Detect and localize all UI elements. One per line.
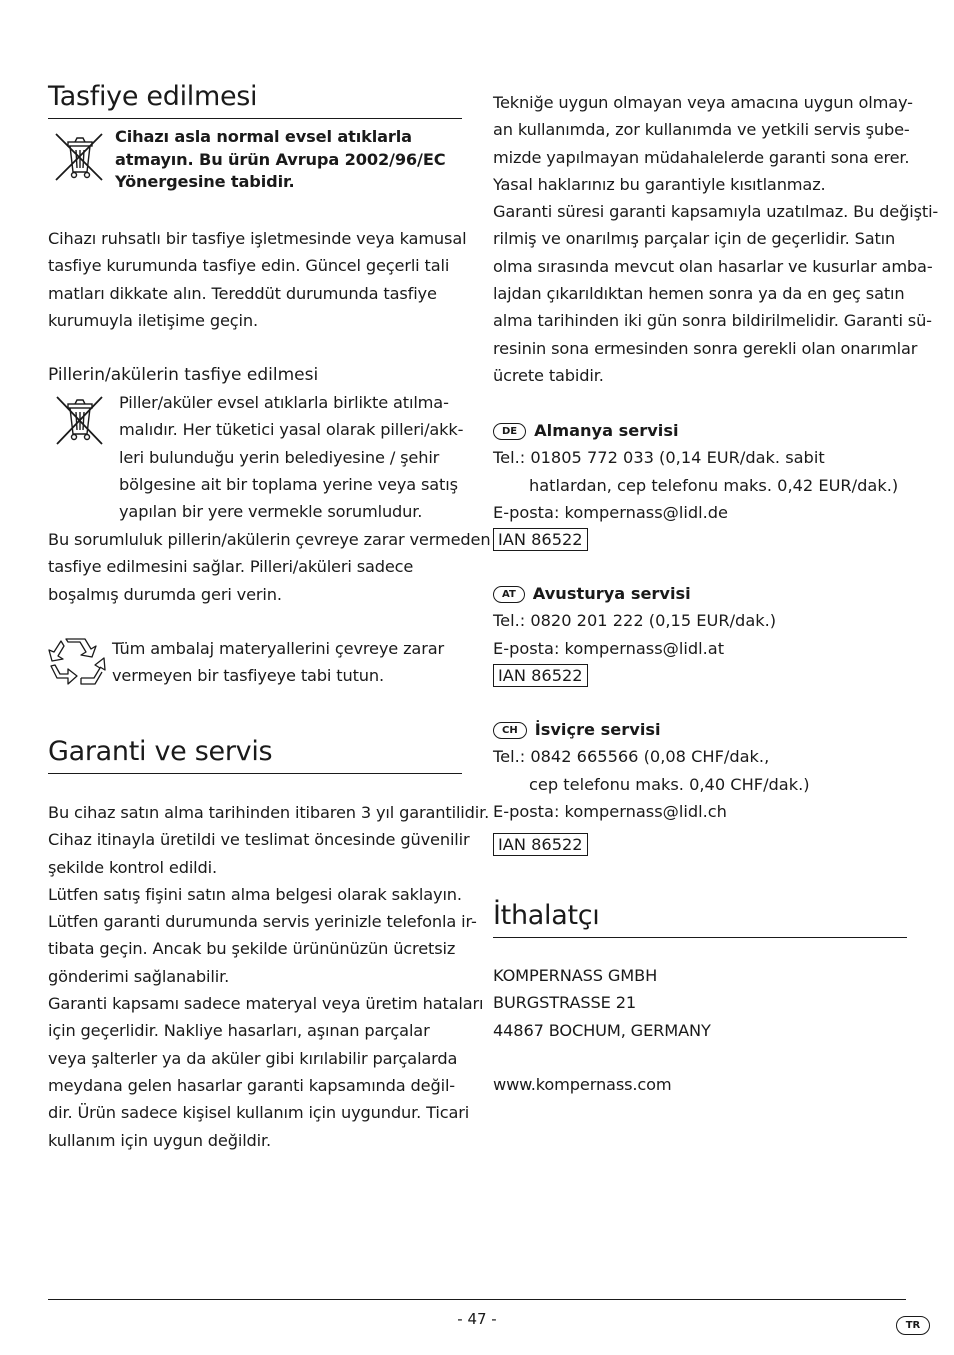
text-line: Cihaz itinayla üretildi ve teslimat öncesinde güvenilir (48, 830, 470, 850)
text-line: Piller/aküler evsel atıklarla birlikte atılma- (119, 393, 449, 412)
text-line: rilmiş ve onarılmış parçalar için de geçerlidir. Satın (493, 229, 896, 249)
text-line: Garanti kapsamı sadece materyal veya üretim hataları (48, 994, 484, 1014)
text-line: ücrete tabidir. (493, 365, 604, 385)
recycle-icon (48, 636, 106, 692)
ian-box: IAN 86522 (493, 664, 588, 687)
disposal-paragraph (48, 225, 467, 334)
service-email: E-posta: kompernass@lidl.ch (493, 801, 727, 821)
text-line: tasfiye edilmesini sağlar. Pilleri/aküleri sadece (48, 557, 414, 577)
text-line: Lütfen satış fişini satın alma belgesi olarak saklayın. (48, 884, 462, 904)
weee-notice-line: Cihazı asla normal evsel atıklarla (115, 127, 412, 146)
text-line: Tekniğe uygun olmayan veya amacına uygun olmay- (493, 93, 913, 112)
text-line: matları dikkate alın. Tereddüt durumunda tasfiye (48, 283, 437, 303)
packaging-paragraph (112, 635, 462, 690)
service-tel: Tel.: 0820 201 222 (0,15 EUR/dak.) (493, 611, 777, 631)
weee-notice-line: atmayın. Bu ürün Avrupa 2002/96/EC (115, 149, 446, 169)
text-line: kurumuyla iletişime geçin. (48, 310, 258, 330)
text-line: mizde yapılmayan müdahalelerde garanti sona erer. (493, 147, 910, 167)
ian-box: IAN 86522 (493, 833, 588, 856)
battery-heading: Pillerin/akülerin tasfiye edilmesi (48, 365, 319, 385)
service-name: Almanya servisi (534, 421, 679, 440)
text-line: bölgesine ait bir toplama yerine veya satış (119, 474, 458, 494)
page-number: - 47 - (457, 1310, 497, 1328)
text-line: için geçerlidir. Nakliye hasarları, aşınan parçalar (48, 1021, 430, 1041)
text-line: kullanım için uygun değildir. (48, 1130, 272, 1150)
service-de (493, 417, 898, 553)
text-line: tasfiye kurumunda tasfiye edin. Güncel geçerli tali (48, 256, 450, 276)
text-line: an kullanımda, zor kullanımda ve yetkili servis şube- (493, 120, 910, 140)
text-line: vermeyen bir tasfiyeye tabi tutun. (112, 666, 384, 686)
flag-badge: AT (493, 586, 525, 603)
service-email: E-posta: kompernass@lidl.at (493, 638, 725, 658)
website-link[interactable]: www.kompernass.com (493, 1075, 672, 1094)
weee-notice (115, 126, 465, 194)
text-line: alma tarihinden iki gün sonra bildirilmelidir. Garanti sü- (493, 311, 932, 331)
service-name: İsviçre servisi (534, 720, 661, 739)
language-badge: TR (896, 1316, 930, 1335)
disposal-title: Tasfiye edilmesi (48, 80, 462, 119)
text-line: dir. Ürün sadece kişisel kullanım için uygundur. Ticari (48, 1103, 470, 1123)
text-line: Garanti süresi garanti kapsamıyla uzatılmaz. Bu değişti- (493, 202, 939, 222)
text-line: lajdan çıkarıldıktan hemen sonra ya da en geç satın (493, 284, 905, 304)
text-line: resinin sona ermesinden sonra gerekli olan onarımlar (493, 338, 918, 358)
text-line: meydana gelen hasarlar garanti kapsamında değil- (48, 1075, 455, 1095)
text-line: boşalmış durumda geri verin. (48, 584, 282, 604)
text-line: leri bulunduğu yerin belediyesine / şehir (119, 447, 440, 467)
text-line: tibata geçin. Ancak bu şekilde ürününüzün ücretsiz (48, 939, 456, 959)
text-line: Yasal haklarınız bu garantiyle kısıtlanmaz. (493, 174, 826, 194)
crossed-bin-icon (52, 392, 106, 448)
weee-notice-line: Yönergesine tabidir. (115, 172, 295, 191)
battery-paragraph (48, 526, 491, 608)
crossed-bin-icon (50, 128, 108, 186)
importer-address (493, 962, 907, 1044)
text-line: veya şalterler ya da aküler gibi kırılabilir parçalarda (48, 1048, 458, 1068)
address-line: 44867 BOCHUM, GERMANY (493, 1020, 711, 1040)
warranty-title: Garanti ve servis (48, 735, 462, 774)
text-line: yapılan bir yere vermekle sorumludur. (119, 502, 423, 522)
address-line: BURGSTRASSE 21 (493, 993, 636, 1013)
footer-divider (48, 1299, 906, 1300)
text-line: olma sırasında mevcut olan hasarlar ve kusurlar amba- (493, 256, 933, 276)
warranty-paragraph (48, 799, 490, 1154)
importer-title: İthalatçı (493, 899, 907, 938)
address-line: KOMPERNASS GMBH (493, 966, 658, 985)
text-line: şekilde kontrol edildi. (48, 857, 217, 877)
service-name: Avusturya servisi (532, 584, 691, 603)
service-at (493, 580, 776, 689)
text-line: Bu cihaz satın alma tarihinden itibaren 3 yıl garantilidir. (48, 803, 490, 822)
service-tel-cont: cep telefonu maks. 0,40 CHF/dak.) (529, 774, 810, 794)
text-line: Bu sorumluluk pillerin/akülerin çevreye zarar vermeden (48, 530, 491, 549)
text-line: malıdır. Her tüketici yasal olarak pilleri/akk- (119, 420, 464, 440)
service-tel: Tel.: 0842 665566 (0,08 CHF/dak., (493, 747, 770, 767)
service-email: E-posta: kompernass@lidl.de (493, 502, 729, 522)
flag-badge: DE (493, 423, 526, 440)
ian-box: IAN 86522 (493, 528, 588, 551)
text-line: gönderimi sağlanabilir. (48, 966, 230, 986)
text-line: Tüm ambalaj materyallerini çevreye zarar (112, 639, 444, 658)
service-ch (493, 716, 810, 858)
text-line: Cihazı ruhsatlı bir tasfiye işletmesinde veya kamusal (48, 229, 467, 248)
service-tel-cont: hatlardan, cep telefonu maks. 0,42 EUR/dak.) (529, 475, 899, 495)
warranty-continued-paragraph (493, 89, 939, 389)
service-tel: Tel.: 01805 772 033 (0,14 EUR/dak. sabit (493, 448, 825, 468)
text-line: Lütfen garanti durumunda servis yerinizle telefonla ir- (48, 912, 477, 932)
flag-badge: CH (493, 722, 527, 739)
battery-paragraph-indented (119, 389, 464, 525)
